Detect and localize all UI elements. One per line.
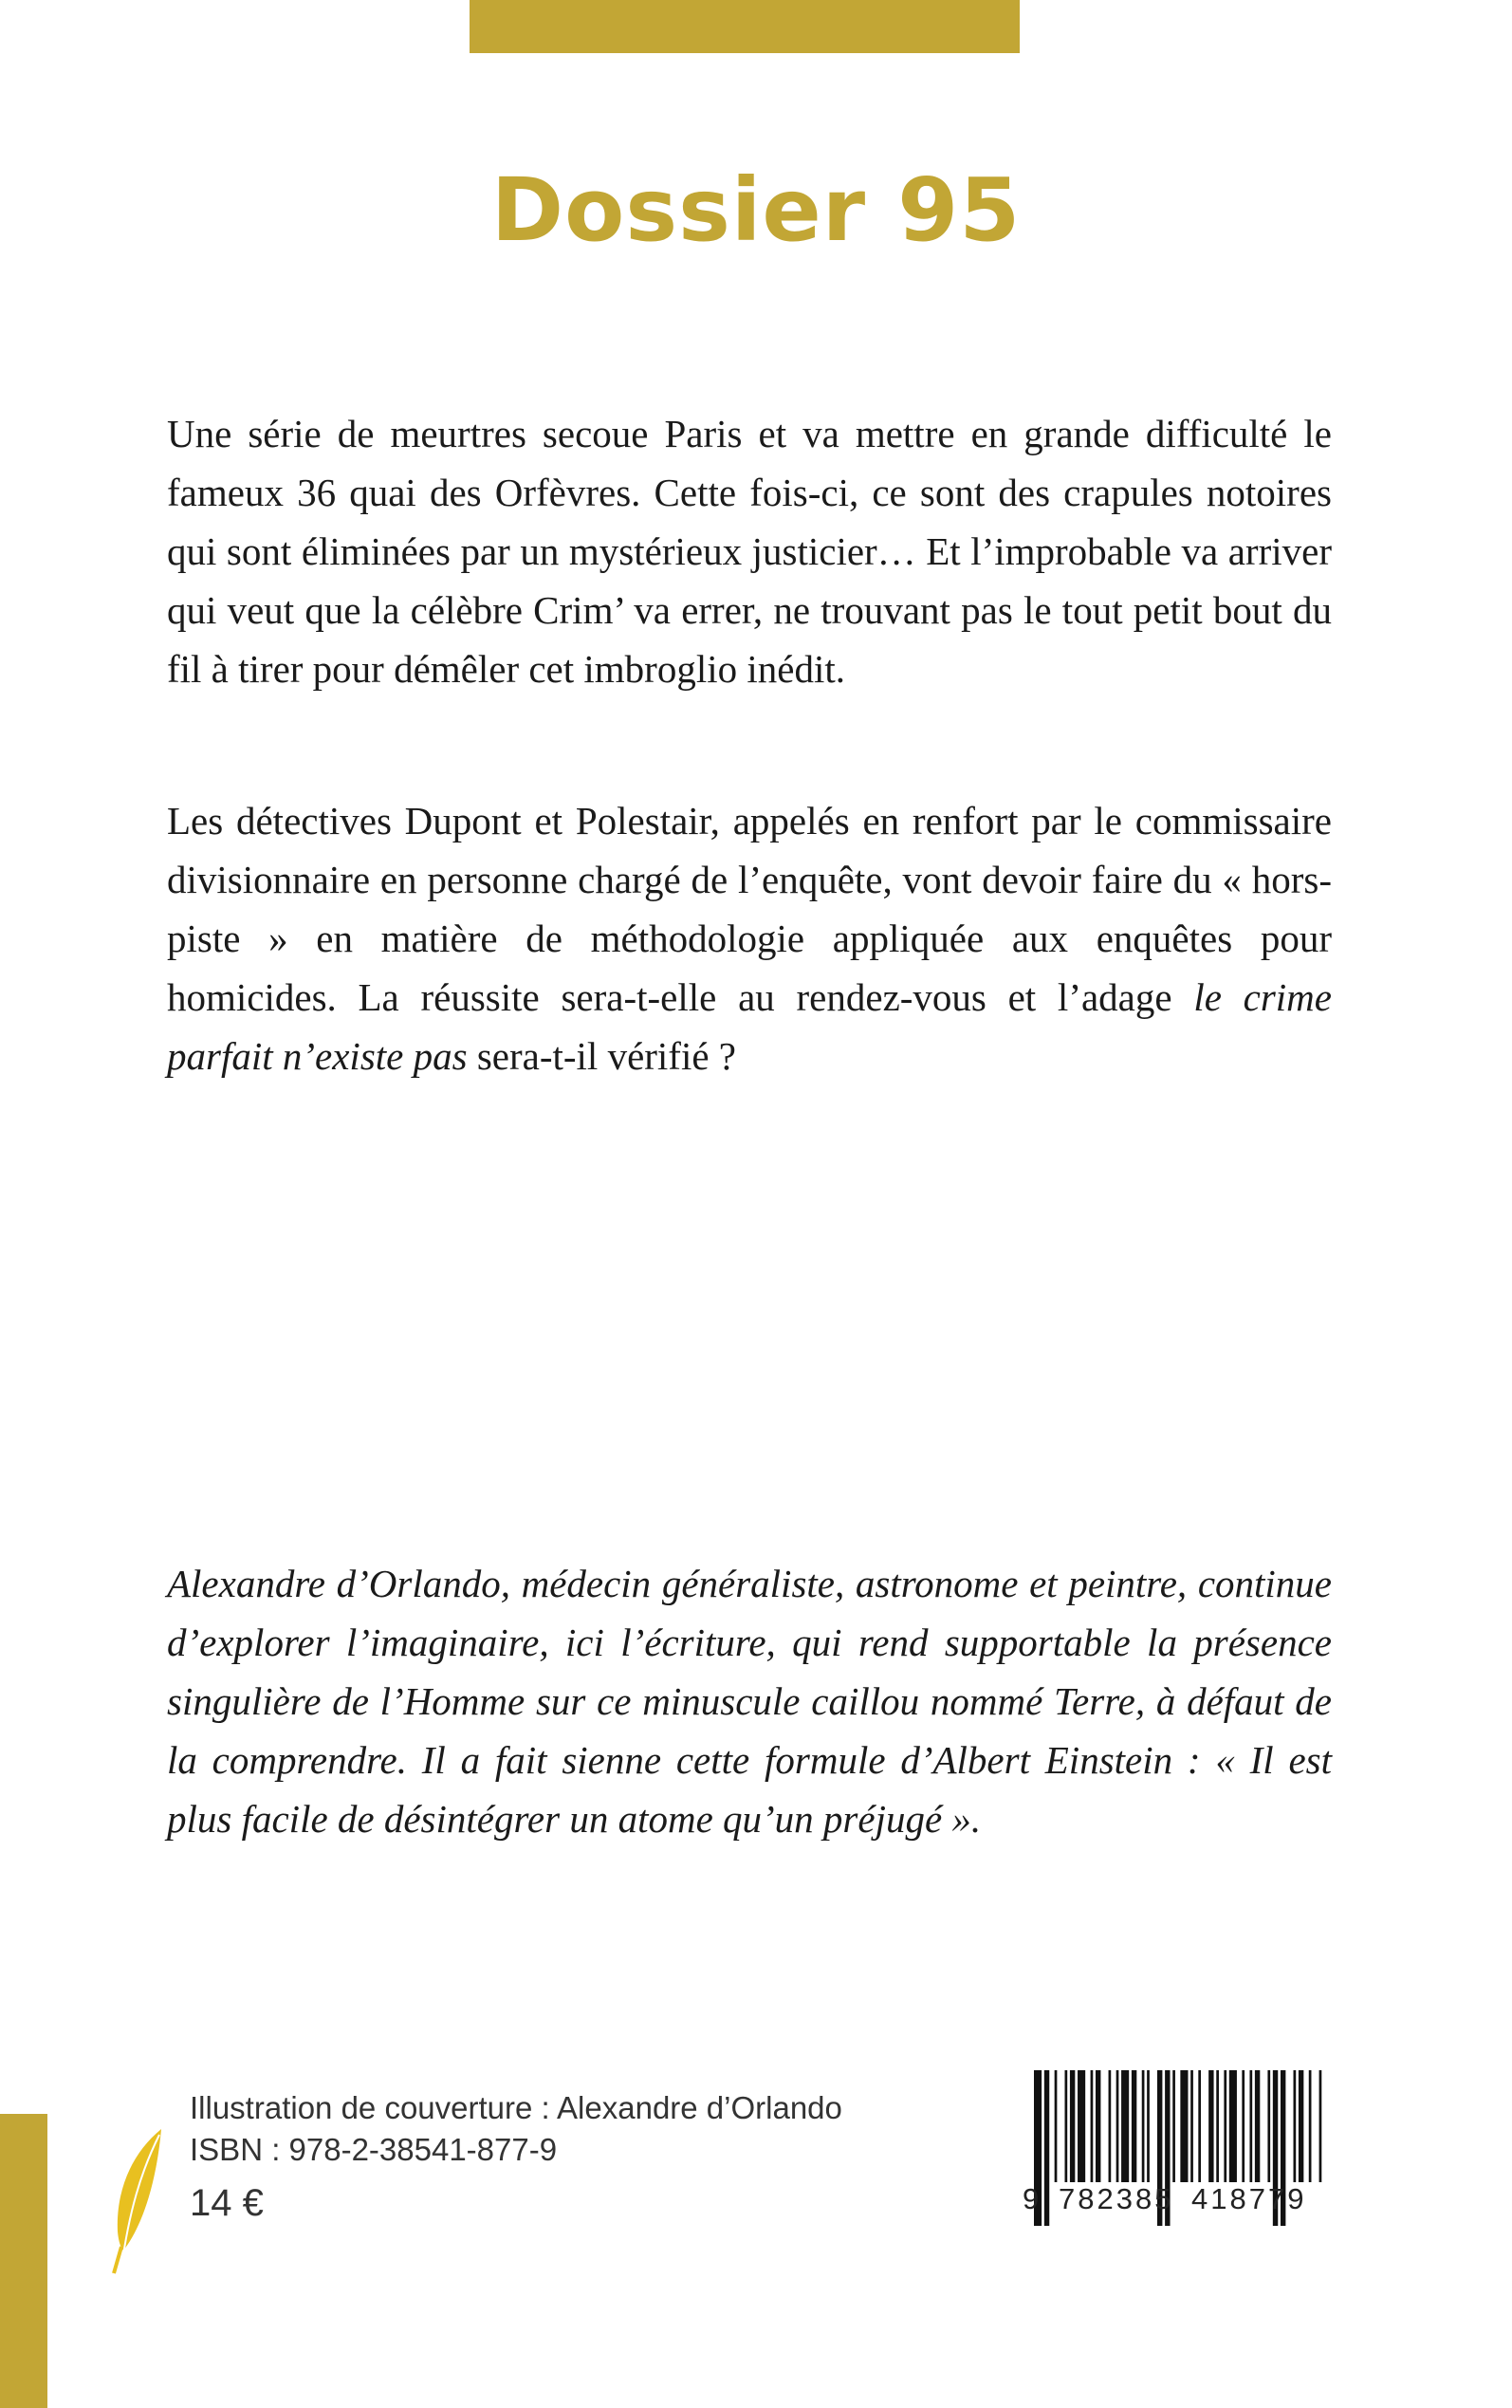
barcode-group-left: 782385 — [1059, 2182, 1174, 2215]
barcode-bar — [1180, 2070, 1188, 2182]
barcode-group-right: 418779 — [1191, 2182, 1307, 2215]
barcode-bar — [1249, 2070, 1252, 2182]
barcode-bar — [1224, 2070, 1226, 2182]
isbn-text: ISBN : 978-2-38541-877-9 — [190, 2132, 558, 2167]
author-bio: Alexandre d’Orlando, médecin généraliste, astronome et peintre, continue d’explorer l’imaginaire, ici l’écriture, qui rend supportable la présence singulière de l’Homme sur ce minuscule caillou nommé Terre, à défaut de la comprendre. Il a fait sienne cette formule d’Albert Einstein : « Il est plus facile de désintégrer un atome qu’un préjugé ». — [167, 1562, 1332, 1841]
barcode-bar — [1142, 2070, 1145, 2182]
book-title: Dossier 95 — [490, 159, 1022, 261]
barcode-bar — [1294, 2070, 1297, 2182]
barcode-bar — [1172, 2070, 1175, 2182]
feather-icon — [102, 2125, 169, 2277]
summary-paragraph-2-start: Les détectives Dupont et Polestair, appelés en renfort par le commissaire divisionnaire en personne chargé de l’enquête, vont devoir faire du « hors-piste » en matière de méthodologie appliquée aux enquêtes pour homicides. La réussite sera-t-elle au rendez-vous et l’adage — [167, 799, 1332, 1019]
credits-block — [190, 2087, 842, 2232]
barcode-bar — [1216, 2070, 1219, 2182]
barcode-bar — [1091, 2070, 1094, 2182]
barcode-bar — [1255, 2070, 1260, 2182]
summary-paragraph-2-end: sera-t-il vérifié ? — [467, 1034, 736, 1078]
top-accent-bar — [470, 0, 1020, 53]
barcode-bar — [1147, 2070, 1150, 2182]
barcode-bar — [1267, 2070, 1270, 2182]
summary-paragraph-2 — [167, 791, 1332, 1085]
barcode-bar — [1319, 2070, 1322, 2182]
barcode-bar — [1109, 2070, 1112, 2182]
illustration-credit: Illustration de couverture : Alexandre d’Orlando — [190, 2090, 842, 2125]
barcode-bar — [1132, 2070, 1136, 2182]
barcode-bar — [1070, 2070, 1075, 2182]
barcode-bar — [1190, 2070, 1193, 2182]
barcode-bar — [1078, 2070, 1085, 2182]
barcode-bar — [1096, 2070, 1100, 2182]
barcode-bar — [1242, 2070, 1245, 2182]
barcode-bar — [1116, 2070, 1119, 2182]
summary-paragraph-1: Une série de meurtres secoue Paris et va mettre en grande difficulté le fameux 36 quai des Orfèvres. Cette fois-ci, ce sont des crapules notoires qui sont éliminées par un mystérieux justicier… Et l’improbable va arriver qui veut que la célèbre Crim’ va errer, ne trouvant pas le tout petit bout du fil à tirer pour démêler cet imbroglio inédit. — [167, 412, 1332, 691]
summary-paragraph-2-italic: le crime parfait n’existe pas — [167, 975, 1332, 1078]
barcode-bar — [1064, 2070, 1067, 2182]
left-accent-bar — [0, 2114, 47, 2408]
barcode-bar — [1121, 2070, 1129, 2182]
barcode-bar — [1198, 2070, 1201, 2182]
barcode-bar — [1044, 2070, 1049, 2226]
barcode-bar — [1208, 2070, 1213, 2182]
barcode-digit-first: 9 — [1023, 2182, 1040, 2215]
barcode-bar — [1309, 2070, 1312, 2182]
barcode-bar — [1055, 2070, 1058, 2182]
barcode-bar — [1229, 2070, 1237, 2182]
price: 14 € — [190, 2182, 264, 2224]
barcode-bar — [1299, 2070, 1303, 2182]
